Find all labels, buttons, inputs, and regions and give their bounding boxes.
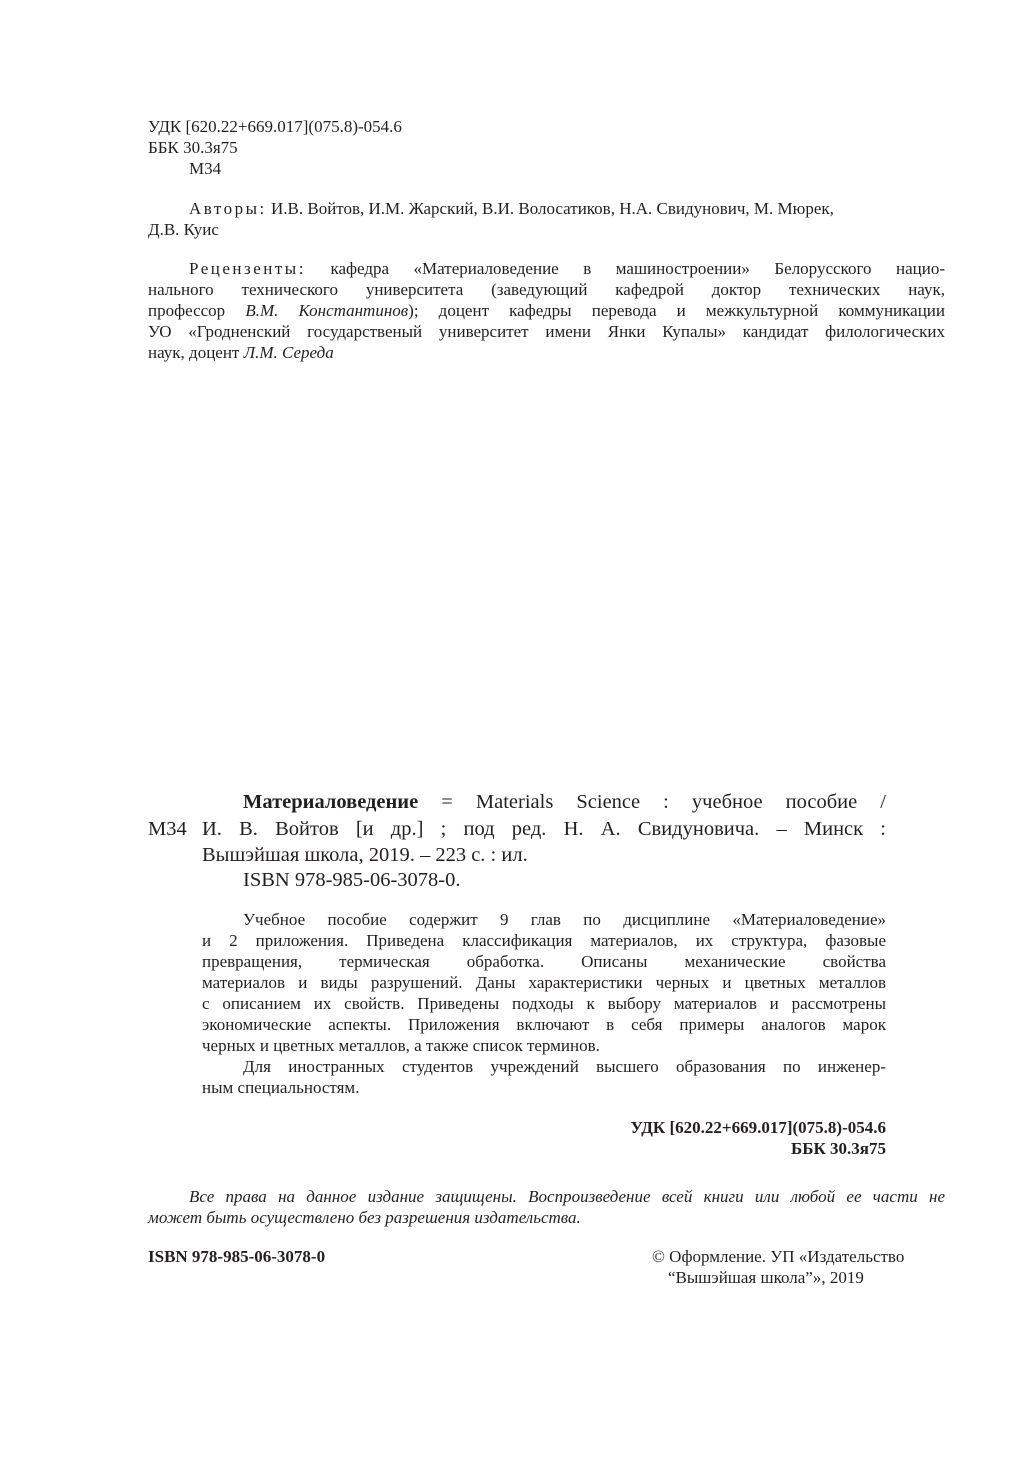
bibliographic-text: = Materials Science : учебное пособие / — [418, 791, 886, 813]
reviewers-label: Рецензенты: — [189, 259, 306, 278]
isbn: ISBN 978-985-06-3078-0 — [148, 1247, 326, 1266]
authors-names: И.В. Войтов, И.М. Жарский, В.И. Волосатиков, Н.А. Свидунович, М. Мюрек, — [270, 199, 834, 218]
bibliographic-isbn: ISBN 978-985-06-3078-0. — [243, 869, 461, 891]
bibliographic-line: И. В. Войтов [и др.] ; под ред. Н. А. Свидуновича. – Минск : — [202, 818, 886, 840]
bibliographic-line: Вышэйшая школа, 2019. – 223 с. : ил. — [202, 844, 528, 866]
copyright-line: © Оформление. УП «Издательство — [652, 1247, 905, 1266]
annotation-line: ным специальностям. — [202, 1078, 360, 1097]
annotation-line: и 2 приложения. Приведена классификация материалов, их структура, фазовые — [202, 931, 886, 950]
rights-notice: Все права на данное издание защищены. Воспроизведение всей книги или любой ее части не — [189, 1187, 945, 1206]
annotation-line: Для иностранных студентов учреждений высшего образования по инженер- — [243, 1057, 886, 1076]
bbk-code-bottom: ББК 30.3я75 — [790, 1139, 886, 1158]
reviewers-line: нального технического университета (заведующий кафедрой доктор технических наук, — [148, 280, 945, 299]
rights-notice: может быть осуществлено без разрешения издательства. — [148, 1208, 581, 1227]
annotation-line: материалов и виды разрушений. Даны характеристики черных и цветных металлов — [202, 973, 886, 992]
annotation-line: Учебное пособие содержит 9 глав по дисциплине «Материаловедение» — [243, 910, 886, 929]
book-title: Материаловедение — [243, 791, 419, 813]
reviewers-line — [148, 300, 945, 321]
reviewer-name: Л.М. Середа — [243, 343, 334, 362]
authors-line-continued: Д.В. Куис — [148, 220, 219, 239]
authors-line — [189, 198, 834, 219]
reviewers-text: профессор — [148, 301, 246, 320]
reviewer-name: В.М. Константинов — [245, 301, 409, 320]
copyright-line: “Вышэйшая школа”», 2019 — [668, 1268, 864, 1287]
udk-code-bottom: УДК [620.22+669.017](075.8)-054.6 — [630, 1118, 886, 1137]
annotation-line: с описанием их свойств. Приведены подходы к выбору материалов и рассмотрены — [202, 994, 886, 1013]
annotation-line: превращения, термическая обработка. Описаны механические свойства — [202, 952, 886, 971]
bbk-code: ББК 30.3я75 — [148, 138, 238, 157]
annotation-line: черных и цветных металлов, а также список терминов. — [202, 1036, 600, 1055]
reviewers-line — [189, 258, 945, 279]
bibliographic-author-mark: М34 — [148, 818, 187, 840]
reviewers-text: кафедра «Материаловедение в машиностроении» Белорусского нацио- — [330, 259, 945, 278]
udk-code: УДК [620.22+669.017](075.8)-054.6 — [148, 117, 402, 136]
bibliographic-line — [243, 790, 886, 815]
annotation-line: экономические аспекты. Приложения включают в себя примеры аналогов марок — [202, 1015, 886, 1034]
reviewers-text: ); доцент кафедры перевода и межкультурной коммуникации — [408, 301, 945, 320]
reviewers-text: наук, доцент — [148, 343, 244, 362]
reviewers-line: УО «Гродненский государственый университет имени Янки Купалы» кандидат филологических — [148, 322, 945, 341]
reviewers-line — [148, 342, 945, 363]
author-mark: М34 — [189, 159, 222, 178]
authors-label: Авторы: — [189, 199, 267, 218]
